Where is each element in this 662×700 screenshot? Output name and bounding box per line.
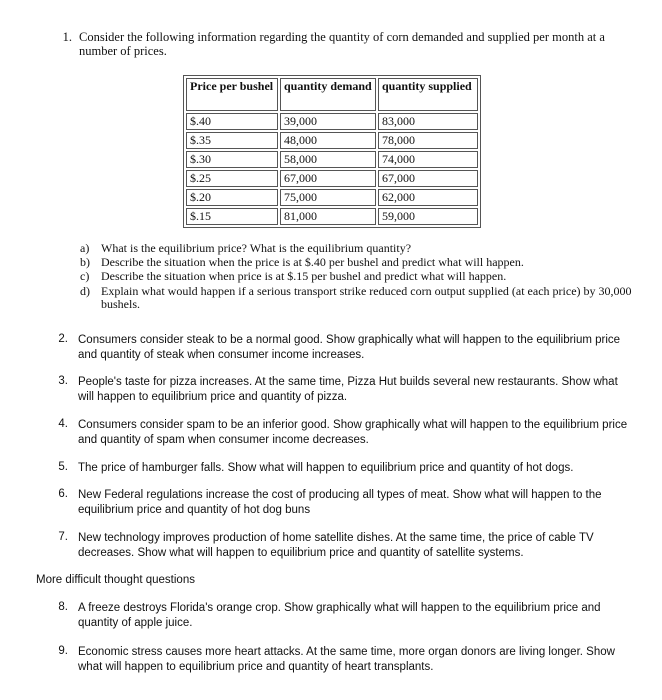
question-number: 4. [58, 418, 68, 430]
table-header-row [186, 78, 478, 111]
question-text: A freeze destroys Florida's orange crop. Show graphically what will happen to the equilibrium price and quantity of apple juice. [78, 602, 601, 629]
question-text: Consumers consider spam to be an inferior good. Show graphically what will happen to the equilibrium price and quantity of spam when consumer income decreases. [78, 419, 628, 446]
cell-supply: 67,000 [378, 170, 478, 187]
cell-demand: 75,000 [280, 189, 376, 206]
question-number: 5. [58, 461, 68, 473]
section-heading: More difficult thought questions [36, 574, 195, 586]
question-number: 7. [58, 531, 68, 543]
cell-supply: 62,000 [378, 189, 478, 206]
question-number: 3. [58, 375, 68, 387]
question-text: People's taste for pizza increases. At the same time, Pizza Hut builds several new restaurants. Show what will happen to equilibrium price and quantity of pizza. [78, 376, 618, 403]
table-row [186, 151, 478, 168]
sub-question-text: Explain what would happen if a serious transport strike reduced corn output supplied (at each price) by 30,000 bushels. [101, 284, 632, 311]
question-text: Consumers consider steak to be a normal good. Show graphically what will happen to the equilibrium price and quantity of steak when consumer income increases. [78, 334, 621, 361]
table-row [186, 189, 478, 206]
cell-demand: 81,000 [280, 208, 376, 225]
question-number: 8. [58, 601, 68, 613]
cell-supply: 59,000 [378, 208, 478, 225]
sub-question-label: c) [80, 269, 90, 283]
cell-price: $.40 [186, 113, 278, 130]
table-row [186, 113, 478, 130]
header-price: Price per bushel [186, 78, 278, 111]
sub-question-text: Describe the situation when price is at $.15 per bushel and predict what will happen. [101, 269, 507, 283]
question-number: 9. [58, 645, 68, 657]
supply-demand-table [183, 75, 481, 228]
cell-price: $.15 [186, 208, 278, 225]
cell-price: $.30 [186, 151, 278, 168]
cell-demand: 48,000 [280, 132, 376, 149]
question-text: New technology improves production of home satellite dishes. At the same time, the price of cable TV decreases. Show what will happen to equilibrium price and quantity of satellite systems. [78, 532, 594, 559]
question-number: 6. [58, 488, 68, 500]
cell-price: $.35 [186, 132, 278, 149]
header-quantity-supplied: quantity supplied [378, 78, 478, 111]
sub-question-label: b) [80, 255, 90, 269]
table-row [186, 170, 478, 187]
cell-supply: 78,000 [378, 132, 478, 149]
question-text: New Federal regulations increase the cost of producing all types of meat. Show what will happen to the equilibrium price and quantity of hot dog buns [78, 489, 602, 516]
cell-demand: 67,000 [280, 170, 376, 187]
cell-supply: 74,000 [378, 151, 478, 168]
cell-demand: 58,000 [280, 151, 376, 168]
cell-price: $.20 [186, 189, 278, 206]
sub-question-label: d) [80, 284, 90, 298]
header-quantity-demand: quantity demand [280, 78, 376, 111]
question-number: 2. [58, 333, 68, 345]
table-row [186, 132, 478, 149]
cell-demand: 39,000 [280, 113, 376, 130]
sub-question-text: Describe the situation when the price is at $.40 per bushel and predict what will happen. [101, 255, 524, 269]
cell-supply: 83,000 [378, 113, 478, 130]
sub-question-text: What is the equilibrium price? What is the equilibrium quantity? [101, 241, 412, 255]
sub-question-label: a) [80, 241, 90, 255]
question-text: Economic stress causes more heart attacks. At the same time, more organ donors are living longer. Show what will happen to equilibrium price and quantity of heart transplants. [78, 646, 615, 673]
question-number: 1. [62, 30, 72, 44]
table-row [186, 208, 478, 225]
question-text: The price of hamburger falls. Show what will happen to equilibrium price and quantity of hot dogs. [78, 462, 574, 474]
cell-price: $.25 [186, 170, 278, 187]
question-text: Consider the following information regarding the quantity of corn demanded and supplied per month at a number of prices. [79, 30, 605, 58]
